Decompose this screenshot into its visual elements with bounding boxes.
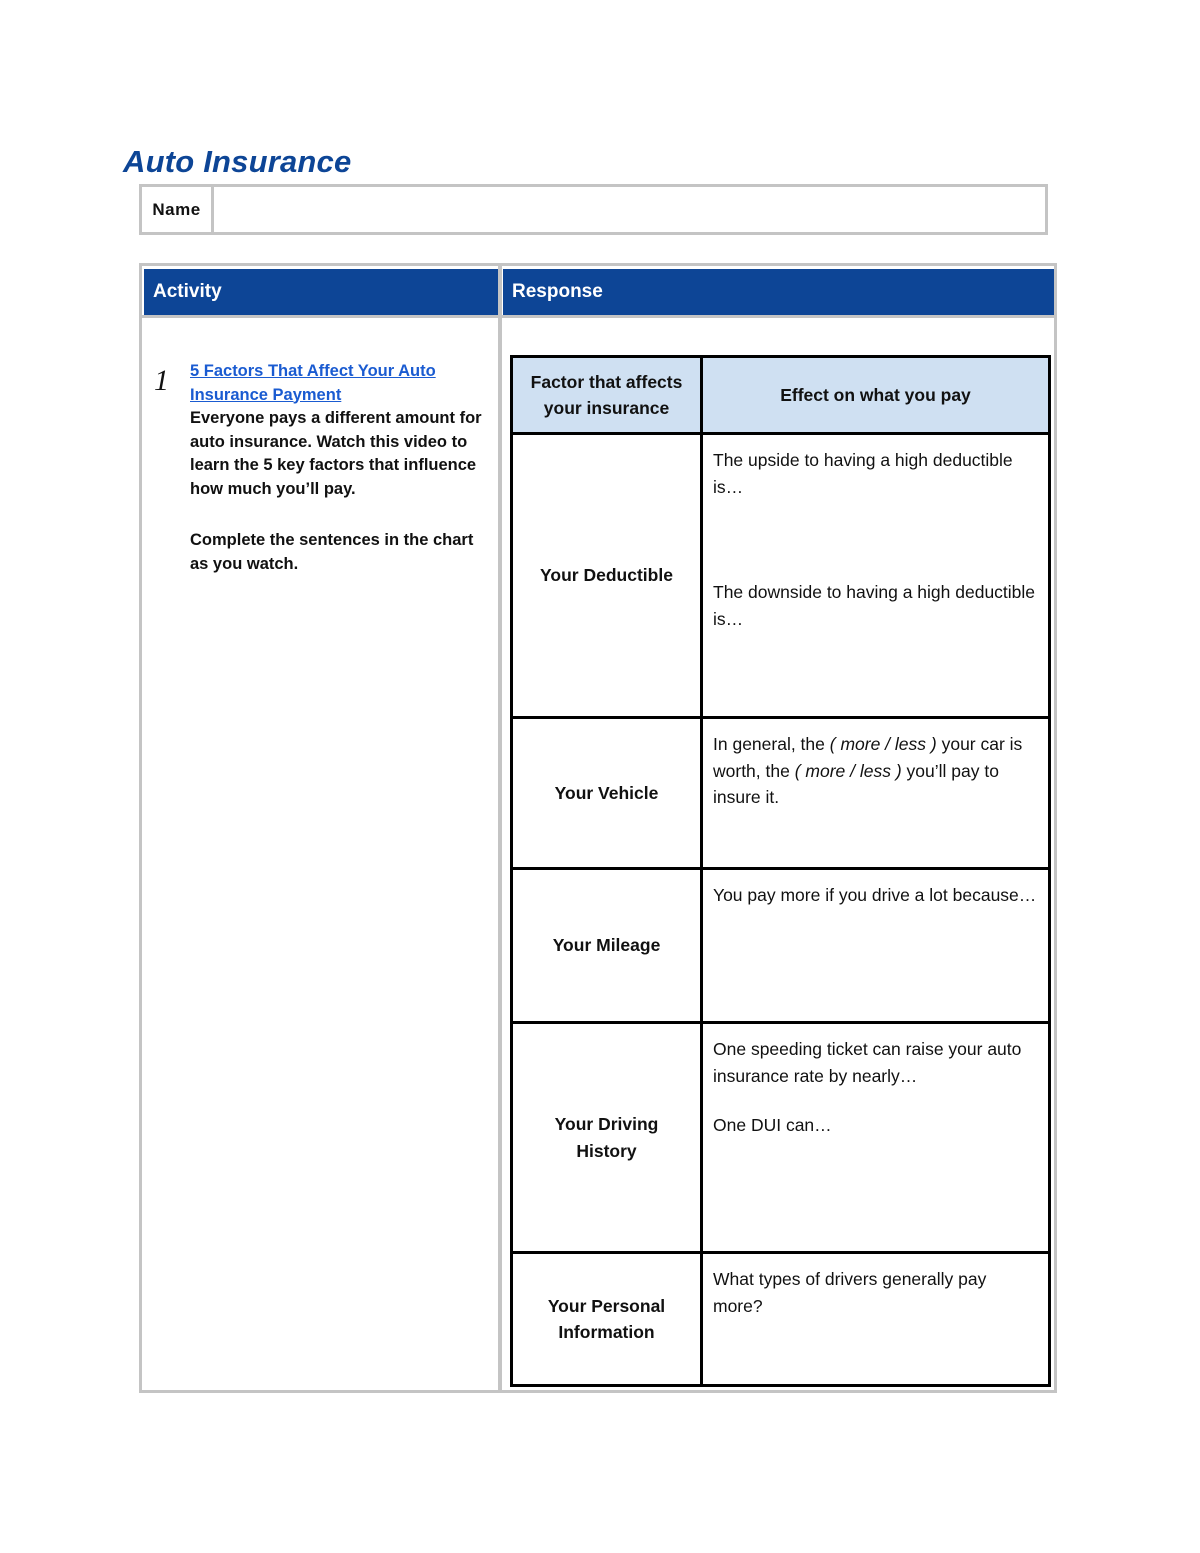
- chart-row: [512, 1023, 1050, 1253]
- effect-mileage[interactable]: [702, 869, 1050, 1023]
- vehicle-prompt-c: you’ll pay to insure it.: [713, 760, 999, 807]
- chart-row: [512, 718, 1050, 869]
- speeding-ticket-prompt: One speeding ticket can raise your auto insurance rate by nearly…: [713, 1039, 1022, 1086]
- response-chart: [510, 355, 1051, 1387]
- effect-driving-history[interactable]: [702, 1023, 1050, 1253]
- column-divider: [498, 266, 502, 1390]
- dui-prompt: One DUI can…: [713, 1115, 832, 1135]
- more-less-option-1[interactable]: ( more / less ): [829, 734, 937, 754]
- video-link[interactable]: 5 Factors That Affect Your Auto Insurance Payment: [190, 362, 436, 404]
- chart-header-factor: Factor that affects your insurance: [512, 357, 702, 434]
- effect-vehicle[interactable]: [702, 718, 1050, 869]
- activity-number: 1: [154, 364, 169, 397]
- activity-header: Activity: [144, 269, 498, 315]
- mileage-prompt: You pay more if you drive a lot because…: [713, 885, 1037, 905]
- activity-response-table: [139, 263, 1057, 1393]
- name-field[interactable]: [214, 187, 1045, 232]
- chart-row: [512, 1253, 1050, 1386]
- activity-instruction: Complete the sentences in the chart as you watch.: [190, 531, 474, 573]
- deductible-upside-prompt: The upside to having a high deductible is…: [713, 450, 1013, 497]
- header-divider: [142, 315, 1054, 318]
- vehicle-prompt-a: In general, the: [713, 734, 830, 754]
- deductible-downside-prompt: The downside to having a high deductible is…: [713, 582, 1036, 629]
- name-row: [139, 184, 1048, 235]
- chart-header-effect: Effect on what you pay: [702, 357, 1050, 434]
- activity-description: Everyone pays a different amount for auto insurance. Watch this video to learn the 5 key factors that influence how much you’ll pay.: [190, 409, 482, 498]
- factor-vehicle: Your Vehicle: [512, 718, 702, 869]
- page-title: Auto Insurance: [123, 144, 352, 179]
- chart-row: [512, 434, 1050, 718]
- factor-personal-information: Your Personal Information: [512, 1253, 702, 1386]
- effect-personal-information[interactable]: [702, 1253, 1050, 1386]
- response-header: Response: [503, 269, 1054, 315]
- personal-info-prompt: What types of drivers generally pay more?: [713, 1269, 987, 1316]
- activity-body: [190, 360, 492, 576]
- factor-driving-history: Your Driving History: [512, 1023, 702, 1253]
- factor-deductible: Your Deductible: [512, 434, 702, 718]
- chart-row: [512, 869, 1050, 1023]
- name-label: Name: [142, 187, 214, 232]
- vehicle-prompt-b: your car is worth, the: [713, 734, 1023, 781]
- factor-mileage: Your Mileage: [512, 869, 702, 1023]
- more-less-option-2[interactable]: ( more / less ): [794, 760, 902, 781]
- effect-deductible[interactable]: [702, 434, 1050, 718]
